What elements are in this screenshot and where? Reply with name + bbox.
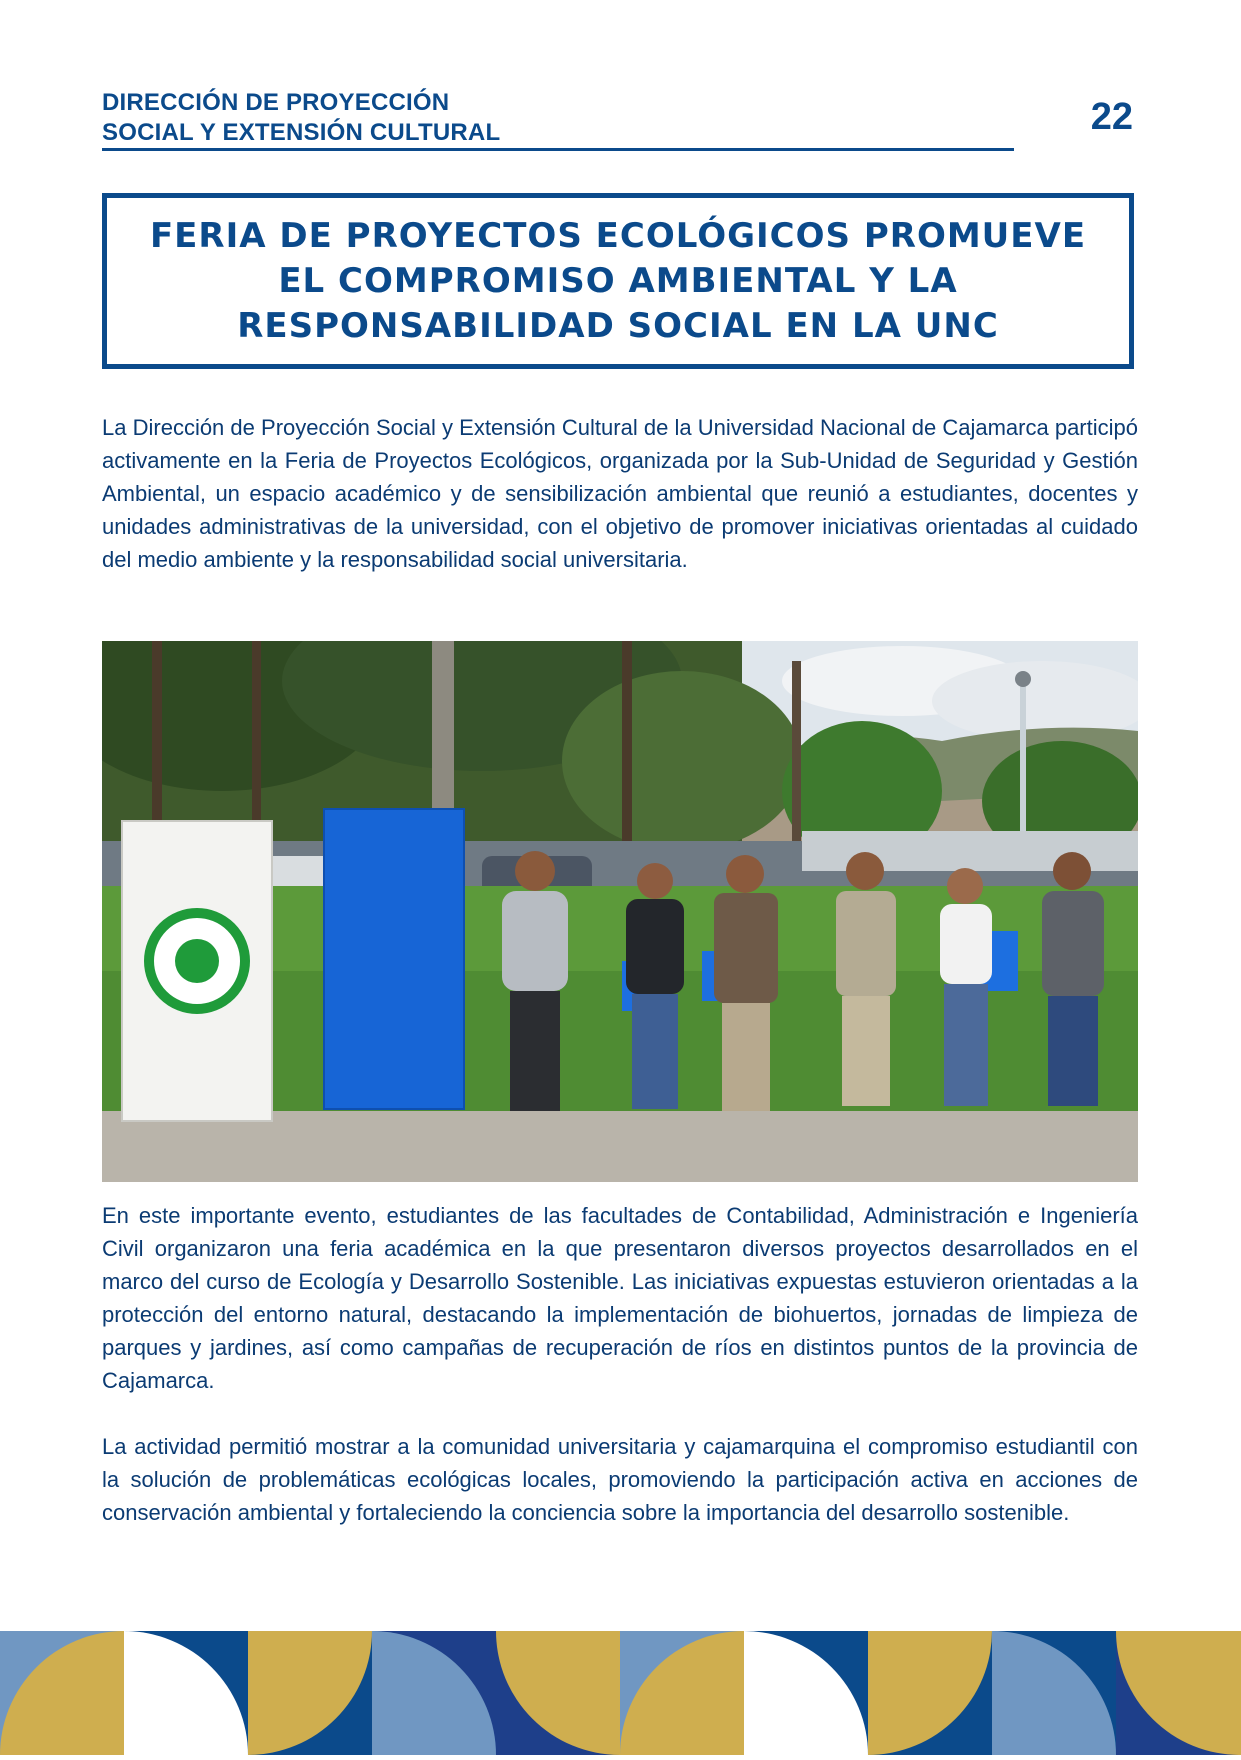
event-photo xyxy=(102,641,1138,1182)
article-title-box xyxy=(102,193,1134,369)
decorative-footer-pattern xyxy=(0,1631,1241,1755)
header-divider xyxy=(102,148,1014,151)
article-title: FERIA DE PROYECTOS ECOLÓGICOS PROMUEVE EL COMPROMISO AMBIENTAL Y LA RESPONSABILIDAD SOCIAL EN LA UNC xyxy=(149,215,1087,346)
paragraph-2: En este importante evento, estudiantes de las facultades de Contabilidad, Administración e Ingeniería Civil organizaron una feria académica en la que presentaron diversos proyectos desarrollados en el marco del curso de Ecología y Desarrollo Sostenible. Las iniciativas expuestas estuvieron orientadas a la protección del entorno natural, destacando la implementación de biohuertos, jornadas de limpieza de parques y jardines, así como campañas de recuperación de ríos en distintos puntos de la provincia de Cajamarca. xyxy=(102,1203,1138,1393)
page-number: 22 xyxy=(1090,96,1133,138)
event-photo-illustration xyxy=(102,641,1138,1182)
paragraph-1: La Dirección de Proyección Social y Extensión Cultural de la Universidad Nacional de Cajamarca participó activamente en la Feria de Proyectos Ecológicos, organizada por la Sub-Unidad de Seguridad y Gestión Ambiental, un espacio académico y de sensibilización ambiental que reunió a estudiantes, docentes y unidades administrativas de la universidad, con el objetivo de promover iniciativas orientadas al cuidado del medio ambiente y la responsabilidad social universitaria. xyxy=(102,415,1138,572)
paragraph-3: La actividad permitió mostrar a la comunidad universitaria y cajamarquina el compromiso estudiantil con la solución de problemáticas ecológicas locales, promoviendo la participación activa en acciones de conservación ambiental y fortaleciendo la conciencia sobre la importancia del desarrollo sostenible. xyxy=(102,1434,1138,1525)
header xyxy=(102,88,1014,148)
header-line-2: SOCIAL Y EXTENSIÓN CULTURAL xyxy=(102,119,501,146)
header-line-1: DIRECCIÓN DE PROYECCIÓN xyxy=(102,89,450,116)
